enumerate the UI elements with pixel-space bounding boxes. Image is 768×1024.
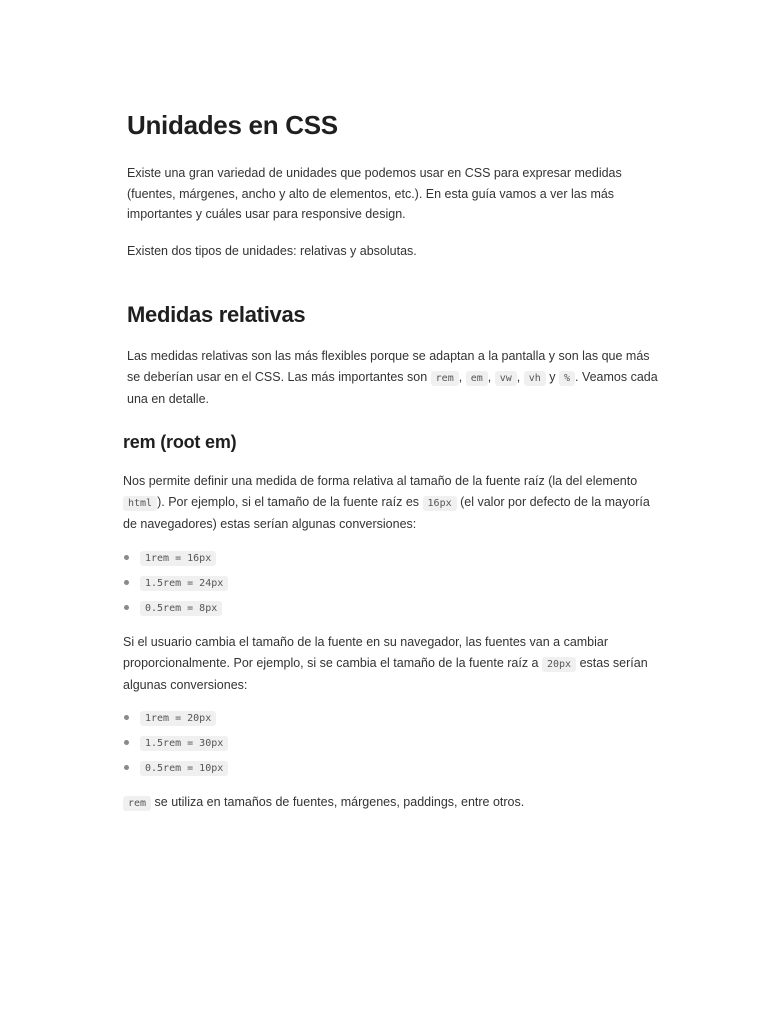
rem-usage-line	[123, 792, 524, 815]
conversion-code: 1.5rem = 24px	[140, 576, 228, 591]
relative-units-paragraph	[127, 346, 658, 410]
rem-p1-line-2-suffix: (el valor por defecto de la mayoría	[460, 494, 650, 509]
list-item	[124, 570, 228, 595]
bullet-icon	[124, 605, 129, 610]
bullet-icon	[124, 740, 129, 745]
relative-line-3: una en detalle.	[127, 392, 210, 406]
conversion-code: 1rem = 20px	[140, 711, 216, 726]
intro-line-3: importantes y cuáles usar para responsive design.	[127, 207, 406, 221]
unit-code-em: em	[466, 371, 488, 386]
bullet-icon	[124, 580, 129, 585]
rem-heading: rem (root em)	[123, 432, 237, 452]
rem-p1-line-3: de navegadores) estas serían algunas conversiones:	[123, 517, 417, 531]
list-item	[124, 595, 228, 620]
relative-line-2-suffix: . Veamos cada	[575, 369, 658, 384]
list-item	[124, 545, 228, 570]
list-item	[124, 755, 228, 780]
conversion-code: 1rem = 16px	[140, 551, 216, 566]
bullet-icon	[124, 555, 129, 560]
rem-p1-line-1: Nos permite definir una medida de forma relativa al tamaño de la fuente raíz (la del elemento	[123, 474, 638, 488]
relative-line-1: Las medidas relativas son las más flexibles porque se adaptan a la pantalla y son las que más	[127, 349, 650, 363]
relative-units-heading: Medidas relativas	[127, 302, 306, 327]
list-item	[124, 705, 228, 730]
intro-line-2: (fuentes, márgenes, ancho y alto de elementos, etc.). En esta guía vamos a ver las más	[127, 186, 615, 201]
page-title: Unidades en CSS	[127, 110, 338, 140]
comma-separator: ,	[458, 369, 463, 384]
rem-usage-paragraph	[123, 792, 524, 815]
unit-types-text: Existen dos tipos de unidades: relativas y absolutas.	[127, 244, 417, 258]
relative-line-2	[127, 367, 658, 390]
rem-p2-line-2	[123, 653, 648, 676]
bullet-icon	[124, 715, 129, 720]
conversions-list-16px	[124, 545, 228, 620]
unit-code-vw: vw	[495, 371, 517, 386]
conversion-code: 0.5rem = 10px	[140, 761, 228, 776]
rem-p2-line-2-suffix: estas serían	[579, 655, 648, 670]
rem-usage-text: se utiliza en tamaños de fuentes, márgenes, paddings, entre otros.	[154, 795, 525, 809]
list-item	[124, 730, 228, 755]
relative-line-2-text: se deberían usar en el CSS. Las más importantes son	[127, 369, 428, 384]
intro-line-1: Existe una gran variedad de unidades que podemos usar en CSS para expresar medidas	[127, 166, 622, 180]
root-size-code: 16px	[423, 496, 457, 511]
bullet-icon	[124, 765, 129, 770]
conversions-list-20px	[124, 705, 228, 780]
rem-paragraph-1	[123, 471, 650, 535]
conversion-code: 0.5rem = 8px	[140, 601, 222, 616]
rem-p2-line-2-text: proporcionalmente. Por ejemplo, si se cambia el tamaño de la fuente raíz a	[123, 655, 539, 670]
comma-separator: ,	[516, 369, 521, 384]
unit-code-rem: rem	[431, 371, 459, 386]
new-root-size-code: 20px	[542, 657, 576, 672]
rem-p1-line-2-text: ). Por ejemplo, si el tamaño de la fuente raíz es	[157, 494, 420, 509]
unit-code-percent: %	[559, 371, 575, 386]
rem-p2-line-1: Si el usuario cambia el tamaño de la fuente en su navegador, las fuentes van a cambiar	[123, 635, 609, 649]
rem-p2-line-3: algunas conversiones:	[123, 678, 248, 692]
rem-code: rem	[123, 796, 151, 811]
rem-p1-line-2	[123, 492, 650, 515]
unit-types-paragraph	[127, 241, 417, 262]
rem-paragraph-2	[123, 632, 648, 696]
comma-separator: ,	[487, 369, 492, 384]
html-code: html	[123, 496, 157, 511]
and-separator: y	[549, 369, 556, 384]
conversion-code: 1.5rem = 30px	[140, 736, 228, 751]
unit-code-vh: vh	[524, 371, 546, 386]
intro-paragraph	[127, 163, 622, 225]
